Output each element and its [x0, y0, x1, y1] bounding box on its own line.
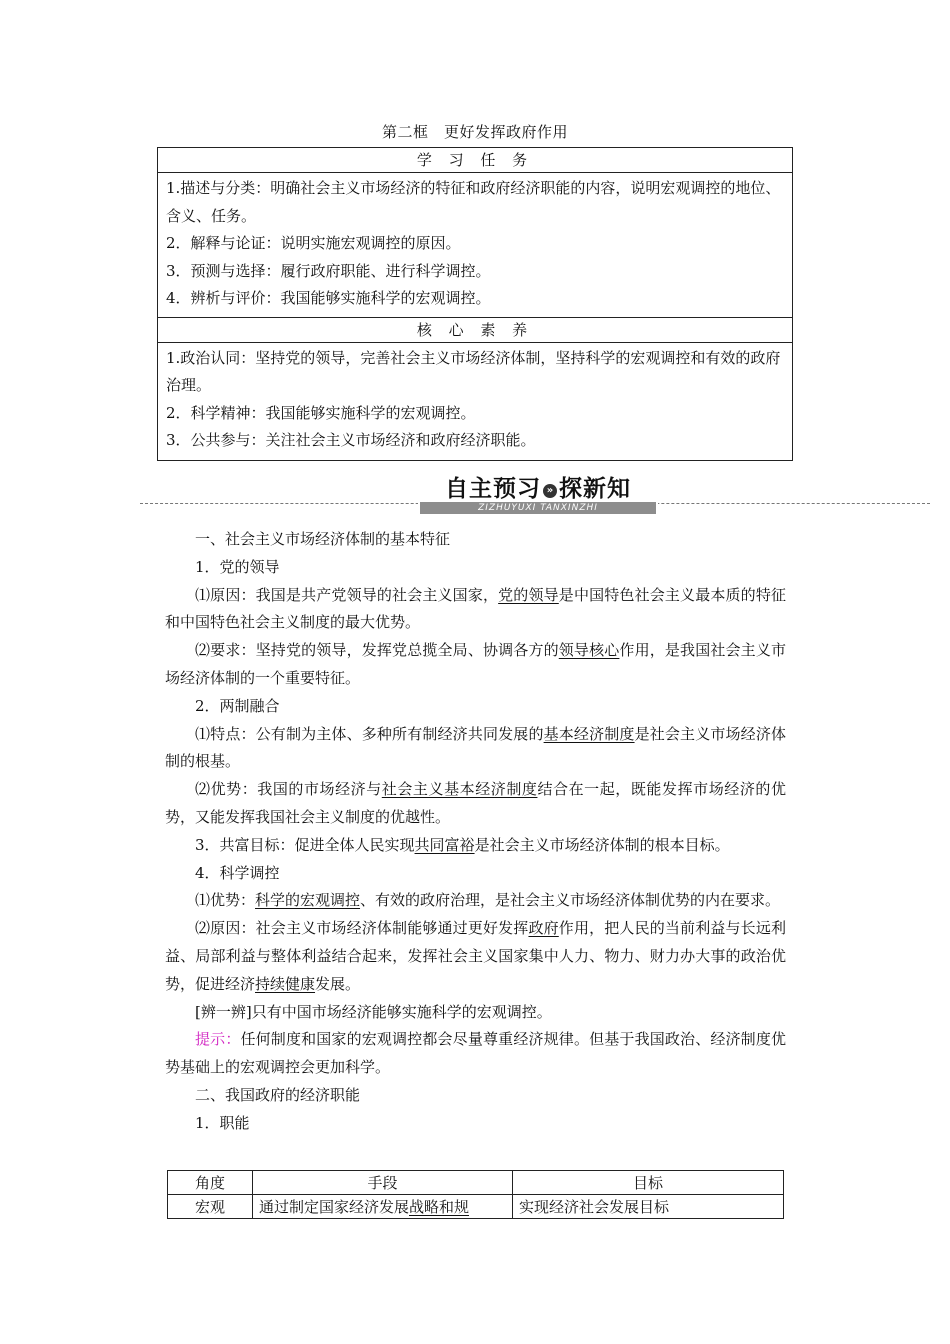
learning-task-item: 1.描述与分类：明确社会主义市场经济的特征和政府经济职能的内容，说明宏观调控的地位、含义、任务。 — [166, 179, 781, 225]
subsection-heading: 1．党的领导 — [195, 557, 280, 576]
banner-title — [420, 470, 656, 503]
subsection-heading: 1．职能 — [195, 1113, 250, 1132]
underlined-term: 共同富裕 — [414, 835, 475, 854]
underlined-term: 持续健康 — [255, 974, 316, 993]
core-literacy-item: 1.政治认同：坚持党的领导，完善社会主义市场经济体制，坚持科学的宏观调控和有效的政府治理。 — [166, 348, 781, 394]
banner-title-part1: 自主预习 — [445, 476, 541, 502]
paragraph: 3．共富目标：促进全体人民实现共同富裕是社会主义市场经济体制的根本目标。 — [195, 835, 730, 854]
arrow-icon: » — [543, 484, 557, 498]
paragraph: ⑴原因：我国是共产党领导的社会主义国家，党的领导是中国特色社会主义最本质的特征和中国特色社会主义制度的最大优势。 — [165, 585, 786, 632]
table-header-cell: 角度 — [168, 1171, 253, 1195]
section-heading: 二、我国政府的经济职能 — [195, 1085, 361, 1104]
section-heading: 一、社会主义市场经济体制的基本特征 — [195, 530, 451, 548]
underlined-term: 党的领导 — [498, 585, 559, 604]
main-content — [165, 526, 786, 1138]
banner-title-part2: 探新知 — [559, 476, 631, 502]
paragraph: ⑴特点：公有制为主体、多种所有制经济共同发展的基本经济制度是社会主义市场经济体制的根基。 — [165, 724, 786, 771]
learning-tasks-header: 学 习 任 务 — [158, 148, 792, 173]
underlined-term: 科学的宏观调控 — [255, 891, 361, 910]
learning-tasks-list — [158, 173, 792, 317]
banner-pinyin: ZIZHUYUXI TANXINZHI — [420, 502, 656, 514]
subsection-heading: 2．两制融合 — [195, 696, 280, 715]
subsection-heading: 4．科学调控 — [195, 863, 280, 882]
table-cell: 实现经济社会发展目标 — [513, 1195, 784, 1219]
core-literacy-list — [158, 343, 792, 459]
underlined-term: 基本经济制度 — [543, 724, 635, 743]
task-box — [157, 147, 793, 461]
paragraph: ⑴优势：科学的宏观调控、有效的政府治理，是社会主义市场经济体制优势的内在要求。 — [195, 891, 781, 910]
table-header-cell: 目标 — [513, 1171, 784, 1195]
hint — [165, 1026, 786, 1082]
paragraph: ⑵要求：坚持党的领导，发挥党总揽全局、协调各方的领导核心作用，是我国社会主义市场经济体制的一个重要特征。 — [165, 641, 786, 687]
core-literacy-header: 核 心 素 养 — [158, 317, 792, 343]
underlined-term: 社会主义基本经济制度 — [381, 780, 538, 799]
hint-text: 任何制度和国家的宏观调控都会尽量尊重经济规律。但基于我国政治、经济制度优势基础上的宏观调控会更加科学。 — [165, 1030, 786, 1077]
table-cell: 通过制定国家经济发展战略和规 — [253, 1195, 513, 1219]
paragraph: ⑵优势：我国的市场经济与社会主义基本经济制度结合在一起，既能发挥市场经济的优势，又能发挥我国社会主义制度的优越性。 — [165, 780, 786, 826]
table-row — [168, 1195, 784, 1219]
table-header-cell: 手段 — [253, 1171, 513, 1195]
core-literacy-item: 2．科学精神：我国能够实施科学的宏观调控。 — [166, 403, 476, 422]
core-literacy-item: 3．公共参与：关注社会主义市场经济和政府经济职能。 — [166, 431, 536, 449]
learning-task-item: 2．解释与论证：说明实施宏观调控的原因。 — [166, 234, 461, 252]
underlined-term: 领导核心 — [558, 641, 620, 660]
table-header-row — [168, 1171, 784, 1195]
question: [辨一辨]只有中国市场经济能够实施科学的宏观调控。 — [195, 1002, 552, 1021]
underlined-term: 战略和规 — [409, 1197, 470, 1216]
functions-table — [167, 1170, 784, 1219]
underlined-term: 政府 — [528, 919, 559, 938]
learning-task-item: 4．辨析与评价：我国能够实施科学的宏观调控。 — [166, 289, 491, 307]
hint-label: 提示： — [195, 1030, 241, 1049]
paragraph: ⑵原因：社会主义市场经济体制能够通过更好发挥政府作用，把人民的当前利益与长远利益、局部利益与整体利益结合起来，发挥社会主义国家集中人力、物力、财力办大事的政治优势，促进经济持续健康发展。 — [165, 919, 786, 993]
learning-task-item: 3．预测与选择：履行政府职能、进行科学调控。 — [166, 261, 491, 280]
table-cell: 宏观 — [168, 1195, 253, 1219]
page-title: 第二框 更好发挥政府作用 — [381, 123, 568, 141]
section-banner — [0, 470, 950, 518]
